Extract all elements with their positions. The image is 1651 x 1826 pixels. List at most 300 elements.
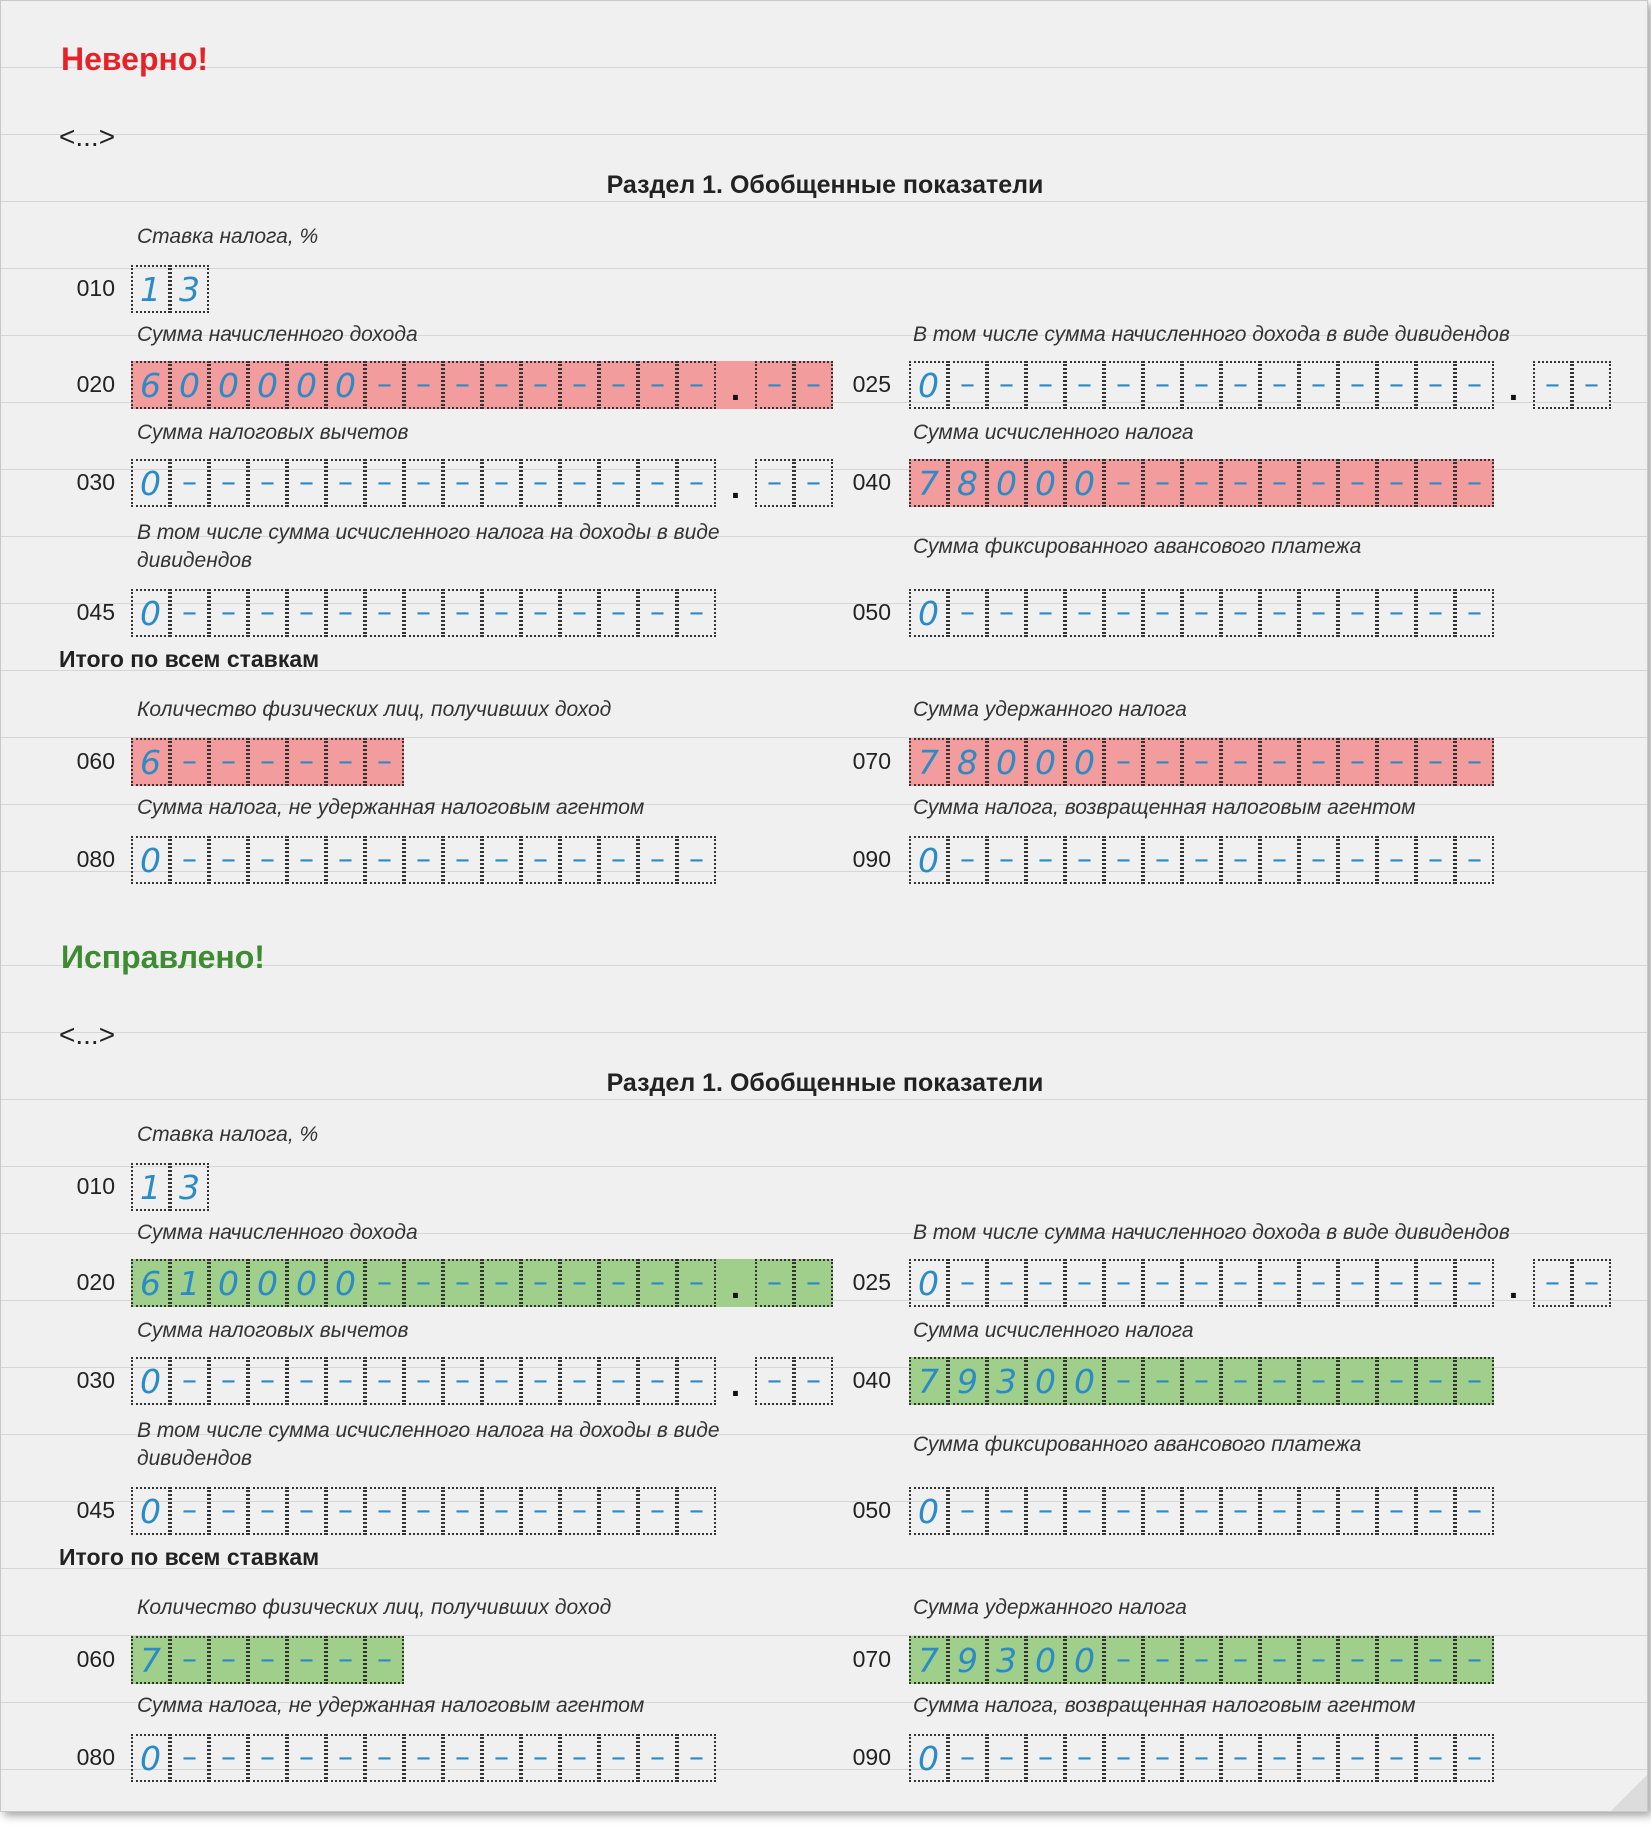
digit-cell: 1 — [131, 1163, 170, 1211]
empty-cell: – — [1416, 1487, 1455, 1535]
empty-cell: – — [1182, 459, 1221, 507]
empty-cell: – — [209, 1357, 248, 1405]
verdict-heading: Неверно! — [61, 41, 209, 77]
field-label-045: В том числе сумма исчисленного налога на доходы в виде дивидендов — [137, 521, 720, 572]
empty-cell: – — [1143, 1734, 1182, 1782]
empty-cell: – — [755, 1357, 794, 1405]
empty-cell: – — [1143, 1259, 1182, 1307]
empty-cell: – — [1338, 1487, 1377, 1535]
empty-cell: – — [560, 1259, 599, 1307]
empty-cell: – — [1221, 459, 1260, 507]
empty-cell: – — [987, 361, 1026, 409]
empty-cell: – — [599, 459, 638, 507]
empty-cell: – — [248, 738, 287, 786]
field-code-090: 090 — [852, 1744, 891, 1770]
empty-cell: – — [443, 1487, 482, 1535]
empty-cell: – — [209, 1487, 248, 1535]
digit-cell: 6 — [131, 361, 170, 409]
empty-cell: – — [560, 459, 599, 507]
field-code-045: 045 — [76, 1497, 115, 1523]
empty-cell: – — [365, 738, 404, 786]
empty-cell: – — [1260, 1636, 1299, 1684]
empty-cell: – — [482, 1259, 521, 1307]
empty-cell: – — [1377, 1259, 1416, 1307]
digit-cell: 0 — [909, 1734, 948, 1782]
digit-cell: 0 — [326, 1259, 365, 1307]
empty-cell: – — [1377, 738, 1416, 786]
field-label-060: Количество физических лиц, получивших доход — [137, 698, 612, 721]
empty-cell: – — [326, 1636, 365, 1684]
decimal-point: . — [716, 361, 755, 409]
empty-cell: – — [482, 459, 521, 507]
field-cells-080[interactable] — [131, 836, 716, 884]
empty-cell: – — [1299, 836, 1338, 884]
digit-cell: 3 — [170, 1163, 209, 1211]
empty-cell: – — [1182, 1734, 1221, 1782]
empty-cell: – — [560, 361, 599, 409]
empty-cell: – — [1416, 589, 1455, 637]
field-label-050: Сумма фиксированного авансового платежа — [913, 535, 1362, 558]
digit-cell: 0 — [131, 589, 170, 637]
field-label-080: Сумма налога, не удержанная налоговым агентом — [137, 796, 645, 819]
field-code-030: 030 — [76, 1367, 115, 1393]
empty-cell: – — [1104, 361, 1143, 409]
digit-cell: 0 — [131, 459, 170, 507]
empty-cell: – — [365, 1357, 404, 1405]
field-cells-040[interactable] — [909, 1357, 1494, 1405]
digit-cell: 1 — [170, 1259, 209, 1307]
empty-cell: – — [1377, 1734, 1416, 1782]
field-cells-080[interactable] — [131, 1734, 716, 1782]
empty-cell: – — [1299, 589, 1338, 637]
digit-cell: 0 — [248, 361, 287, 409]
field-cells-030[interactable] — [131, 459, 833, 507]
empty-cell: – — [1104, 1357, 1143, 1405]
empty-cell: – — [1182, 738, 1221, 786]
empty-cell: – — [1182, 589, 1221, 637]
field-label-045: В том числе сумма исчисленного налога на доходы в виде дивидендов — [137, 1419, 720, 1470]
field-cells-060[interactable] — [131, 1636, 404, 1684]
empty-cell: – — [326, 1734, 365, 1782]
empty-cell: – — [1416, 1636, 1455, 1684]
empty-cell: – — [1299, 361, 1338, 409]
digit-cell: 6 — [131, 1259, 170, 1307]
empty-cell: – — [482, 836, 521, 884]
digit-cell: 0 — [1065, 1357, 1104, 1405]
empty-cell: – — [443, 836, 482, 884]
empty-cell: – — [209, 459, 248, 507]
empty-cell: – — [1377, 361, 1416, 409]
digit-cell: 0 — [909, 361, 948, 409]
empty-cell: – — [1221, 361, 1260, 409]
empty-cell: – — [677, 459, 716, 507]
empty-cell: – — [248, 1357, 287, 1405]
empty-cell: – — [677, 1734, 716, 1782]
empty-cell: – — [1377, 1357, 1416, 1405]
empty-cell: – — [1221, 589, 1260, 637]
digit-cell: 7 — [131, 1636, 170, 1684]
empty-cell: – — [1143, 361, 1182, 409]
empty-cell: – — [1338, 459, 1377, 507]
omitted-content-marker: <...> — [59, 1019, 116, 1050]
empty-cell: – — [1260, 738, 1299, 786]
field-cells-020[interactable] — [131, 361, 833, 409]
digit-cell: 0 — [1065, 1636, 1104, 1684]
field-code-040: 040 — [852, 1367, 891, 1393]
empty-cell: – — [404, 589, 443, 637]
field-code-020: 020 — [76, 1269, 115, 1295]
empty-cell: – — [1260, 1357, 1299, 1405]
empty-cell: – — [287, 1636, 326, 1684]
empty-cell: – — [560, 589, 599, 637]
empty-cell: – — [209, 1636, 248, 1684]
field-cells-060[interactable] — [131, 738, 404, 786]
field-label-020: Сумма начисленного дохода — [137, 323, 418, 346]
empty-cell: – — [1455, 1734, 1494, 1782]
empty-cell: – — [1416, 738, 1455, 786]
empty-cell: – — [677, 1259, 716, 1307]
field-label-025: В том числе сумма начисленного дохода в виде дивидендов — [913, 1221, 1510, 1244]
empty-cell: – — [521, 589, 560, 637]
empty-cell: – — [170, 1734, 209, 1782]
form-sheet-wrong — [1, 1, 1648, 901]
field-label-090: Сумма налога, возвращенная налоговым агентом — [913, 796, 1416, 819]
empty-cell: – — [599, 1734, 638, 1782]
digit-cell: 0 — [1026, 1357, 1065, 1405]
field-code-010: 010 — [76, 275, 115, 301]
field-code-070: 070 — [852, 748, 891, 774]
empty-cell: – — [1260, 1734, 1299, 1782]
empty-cell: – — [1104, 738, 1143, 786]
empty-cell: – — [794, 361, 833, 409]
empty-cell: – — [1455, 459, 1494, 507]
empty-cell: – — [1143, 1357, 1182, 1405]
empty-cell: – — [1104, 836, 1143, 884]
empty-cell: – — [248, 1636, 287, 1684]
empty-cell: – — [1299, 1259, 1338, 1307]
empty-cell: – — [1416, 1259, 1455, 1307]
field-label-030: Сумма налоговых вычетов — [137, 421, 409, 444]
empty-cell: – — [987, 1734, 1026, 1782]
empty-cell: – — [170, 836, 209, 884]
empty-cell: – — [287, 459, 326, 507]
empty-cell: – — [1143, 459, 1182, 507]
empty-cell: – — [1104, 1636, 1143, 1684]
empty-cell: – — [755, 361, 794, 409]
empty-cell: – — [209, 589, 248, 637]
field-code-080: 080 — [76, 846, 115, 872]
empty-cell: – — [794, 1357, 833, 1405]
empty-cell: – — [1026, 836, 1065, 884]
field-label-010: Ставка налога, % — [137, 1123, 319, 1146]
empty-cell: – — [287, 836, 326, 884]
empty-cell: – — [948, 836, 987, 884]
empty-cell: – — [1221, 1636, 1260, 1684]
decimal-point: . — [716, 1259, 755, 1307]
empty-cell: – — [1416, 836, 1455, 884]
empty-cell: – — [170, 1487, 209, 1535]
empty-cell: – — [443, 361, 482, 409]
empty-cell: – — [1338, 589, 1377, 637]
verdict-heading: Исправлено! — [61, 939, 265, 975]
digit-cell: 0 — [131, 836, 170, 884]
empty-cell: – — [1026, 1259, 1065, 1307]
field-label-080: Сумма налога, не удержанная налоговым агентом — [137, 1694, 645, 1717]
empty-cell: – — [365, 1636, 404, 1684]
empty-cell: – — [1182, 1357, 1221, 1405]
field-label-040: Сумма исчисленного налога — [913, 421, 1194, 444]
digit-cell: 0 — [1065, 738, 1104, 786]
field-code-030: 030 — [76, 469, 115, 495]
empty-cell: – — [521, 459, 560, 507]
empty-cell: – — [365, 361, 404, 409]
empty-cell: – — [1455, 1357, 1494, 1405]
empty-cell: – — [1338, 1636, 1377, 1684]
empty-cell: – — [170, 589, 209, 637]
empty-cell: – — [599, 1357, 638, 1405]
empty-cell: – — [521, 1734, 560, 1782]
empty-cell: – — [1260, 836, 1299, 884]
empty-cell: – — [404, 459, 443, 507]
empty-cell: – — [326, 459, 365, 507]
digit-cell: 7 — [909, 1357, 948, 1405]
empty-cell: – — [1221, 1357, 1260, 1405]
empty-cell: – — [599, 589, 638, 637]
field-cells-070[interactable] — [909, 738, 1494, 786]
field-cells-050[interactable] — [909, 1487, 1494, 1535]
empty-cell: – — [404, 1259, 443, 1307]
empty-cell: – — [1065, 1259, 1104, 1307]
empty-cell: – — [1377, 459, 1416, 507]
digit-cell: 0 — [287, 1259, 326, 1307]
empty-cell: – — [948, 361, 987, 409]
empty-cell: – — [248, 1734, 287, 1782]
section-title: Раздел 1. Обобщенные показатели — [606, 1069, 1044, 1097]
empty-cell: – — [1104, 1487, 1143, 1535]
digit-cell: 0 — [1026, 738, 1065, 786]
empty-cell: – — [1299, 1734, 1338, 1782]
field-cells-090[interactable] — [909, 836, 1494, 884]
form-sheet-fixed — [1, 899, 1648, 1799]
field-label-030: Сумма налоговых вычетов — [137, 1319, 409, 1342]
empty-cell: – — [365, 1259, 404, 1307]
digit-cell: 0 — [326, 361, 365, 409]
empty-cell: – — [1026, 1734, 1065, 1782]
empty-cell: – — [755, 1259, 794, 1307]
empty-cell: – — [1026, 361, 1065, 409]
empty-cell: – — [482, 1487, 521, 1535]
digit-cell: 3 — [170, 265, 209, 313]
field-cells-030[interactable] — [131, 1357, 833, 1405]
empty-cell: – — [987, 1259, 1026, 1307]
empty-cell: – — [1104, 1734, 1143, 1782]
empty-cell: – — [1143, 836, 1182, 884]
empty-cell: – — [1299, 1636, 1338, 1684]
empty-cell: – — [287, 738, 326, 786]
empty-cell: – — [1260, 459, 1299, 507]
empty-cell: – — [1416, 1357, 1455, 1405]
empty-cell: – — [1221, 836, 1260, 884]
empty-cell: – — [404, 1357, 443, 1405]
empty-cell: – — [1065, 836, 1104, 884]
field-cells-025[interactable] — [909, 1259, 1611, 1307]
empty-cell: – — [1182, 1259, 1221, 1307]
field-cells-010[interactable] — [131, 265, 209, 313]
empty-cell: – — [1416, 361, 1455, 409]
empty-cell: – — [794, 459, 833, 507]
digit-cell: 0 — [131, 1357, 170, 1405]
field-cells-045[interactable] — [131, 1487, 716, 1535]
empty-cell: – — [1338, 738, 1377, 786]
empty-cell: – — [1104, 1259, 1143, 1307]
empty-cell: – — [560, 1487, 599, 1535]
field-code-080: 080 — [76, 1744, 115, 1770]
empty-cell: – — [1455, 1487, 1494, 1535]
empty-cell: – — [1338, 1259, 1377, 1307]
field-cells-040[interactable] — [909, 459, 1494, 507]
field-cells-025[interactable] — [909, 361, 1611, 409]
digit-cell: 0 — [987, 459, 1026, 507]
empty-cell: – — [599, 836, 638, 884]
empty-cell: – — [521, 1487, 560, 1535]
digit-cell: 7 — [909, 1636, 948, 1684]
field-code-025: 025 — [852, 371, 891, 397]
digit-cell: 9 — [948, 1636, 987, 1684]
empty-cell: – — [1455, 361, 1494, 409]
empty-cell: – — [948, 589, 987, 637]
field-cells-050[interactable] — [909, 589, 1494, 637]
empty-cell: – — [365, 459, 404, 507]
digit-cell: 1 — [131, 265, 170, 313]
digit-cell: 7 — [909, 738, 948, 786]
field-cells-090[interactable] — [909, 1734, 1494, 1782]
empty-cell: – — [443, 1259, 482, 1307]
empty-cell: – — [1455, 738, 1494, 786]
field-code-070: 070 — [852, 1646, 891, 1672]
empty-cell: – — [560, 1734, 599, 1782]
empty-cell: – — [326, 1487, 365, 1535]
field-code-045: 045 — [76, 599, 115, 625]
empty-cell: – — [404, 1487, 443, 1535]
empty-cell: – — [1182, 1487, 1221, 1535]
field-cells-070[interactable] — [909, 1636, 1494, 1684]
digit-cell: 7 — [909, 459, 948, 507]
field-label-025: В том числе сумма начисленного дохода в виде дивидендов — [913, 323, 1510, 346]
empty-cell: – — [365, 1487, 404, 1535]
empty-cell: – — [1299, 459, 1338, 507]
field-label-060: Количество физических лиц, получивших доход — [137, 1596, 612, 1619]
digit-cell: 0 — [170, 361, 209, 409]
empty-cell: – — [638, 459, 677, 507]
digit-cell: 0 — [1026, 459, 1065, 507]
empty-cell: – — [521, 1357, 560, 1405]
empty-cell: – — [755, 459, 794, 507]
empty-cell: – — [248, 459, 287, 507]
empty-cell: – — [599, 1487, 638, 1535]
empty-cell: – — [987, 589, 1026, 637]
empty-cell: – — [209, 1734, 248, 1782]
field-code-050: 050 — [852, 1497, 891, 1523]
field-label-010: Ставка налога, % — [137, 225, 319, 248]
omitted-content-marker: <...> — [59, 121, 116, 152]
empty-cell: – — [638, 1734, 677, 1782]
empty-cell: – — [638, 1487, 677, 1535]
empty-cell: – — [404, 836, 443, 884]
empty-cell: – — [521, 1259, 560, 1307]
empty-cell: – — [1143, 1636, 1182, 1684]
empty-cell: – — [948, 1259, 987, 1307]
empty-cell: – — [1377, 836, 1416, 884]
empty-cell: – — [1143, 589, 1182, 637]
empty-cell: – — [209, 836, 248, 884]
field-code-060: 060 — [76, 1646, 115, 1672]
field-code-040: 040 — [852, 469, 891, 495]
empty-cell: – — [1182, 836, 1221, 884]
empty-cell: – — [404, 1734, 443, 1782]
empty-cell: – — [794, 1259, 833, 1307]
empty-cell: – — [1026, 1487, 1065, 1535]
digit-cell: 0 — [287, 361, 326, 409]
field-cells-045[interactable] — [131, 589, 716, 637]
empty-cell: – — [326, 589, 365, 637]
empty-cell: – — [170, 459, 209, 507]
empty-cell: – — [677, 1487, 716, 1535]
empty-cell: – — [482, 589, 521, 637]
empty-cell: – — [1143, 738, 1182, 786]
digit-cell: 8 — [948, 459, 987, 507]
empty-cell: – — [1143, 1487, 1182, 1535]
digit-cell: 9 — [948, 1357, 987, 1405]
digit-cell: 3 — [987, 1357, 1026, 1405]
empty-cell: – — [1455, 1259, 1494, 1307]
digit-cell: 0 — [209, 1259, 248, 1307]
empty-cell: – — [1299, 738, 1338, 786]
empty-cell: – — [1338, 836, 1377, 884]
empty-cell: – — [599, 361, 638, 409]
empty-cell: – — [1416, 1734, 1455, 1782]
empty-cell: – — [677, 836, 716, 884]
empty-cell: – — [170, 738, 209, 786]
empty-cell: – — [1221, 1259, 1260, 1307]
decimal-point: . — [730, 468, 741, 506]
empty-cell: – — [1533, 361, 1572, 409]
page-curl-decoration — [1611, 1775, 1647, 1811]
decimal-point: . — [1508, 370, 1519, 408]
empty-cell: – — [638, 361, 677, 409]
empty-cell: – — [1221, 1734, 1260, 1782]
digit-cell: 0 — [909, 836, 948, 884]
empty-cell: – — [638, 1357, 677, 1405]
digit-cell: 0 — [131, 1734, 170, 1782]
empty-cell: – — [677, 361, 716, 409]
field-cells-020[interactable] — [131, 1259, 833, 1307]
digit-cell: 3 — [987, 1636, 1026, 1684]
empty-cell: – — [1299, 1487, 1338, 1535]
digit-cell: 0 — [1065, 459, 1104, 507]
empty-cell: – — [365, 1734, 404, 1782]
field-cells-010[interactable] — [131, 1163, 209, 1211]
field-code-025: 025 — [852, 1269, 891, 1295]
empty-cell: – — [521, 836, 560, 884]
empty-cell: – — [1065, 589, 1104, 637]
digit-cell: 0 — [131, 1487, 170, 1535]
empty-cell: – — [326, 738, 365, 786]
empty-cell: – — [1455, 1636, 1494, 1684]
field-label-040: Сумма исчисленного налога — [913, 1319, 1194, 1342]
empty-cell: – — [443, 1357, 482, 1405]
empty-cell: – — [443, 589, 482, 637]
empty-cell: – — [987, 1487, 1026, 1535]
